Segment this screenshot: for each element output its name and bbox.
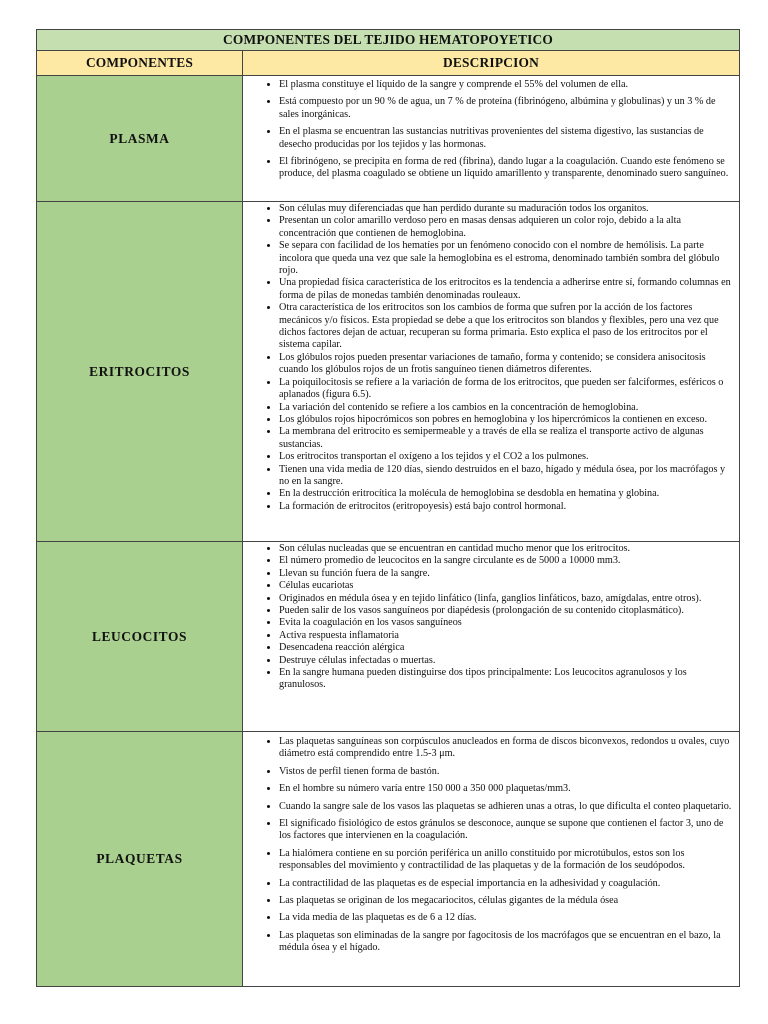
plaquetas-bullet: • Cuando la sangre sale de los vasos las plaquetas se adhieren unas a otras, lo que dificulta el conteo plaquetario.	[279, 801, 733, 813]
plaquetas-bullet: • La contractilidad de las plaquetas es de especial importancia en la adhesividad y coagulación.	[279, 878, 733, 890]
plasma-bullet: • El plasma constituye el líquido de la sangre y comprende el 55% del volumen de ella.	[279, 79, 733, 91]
leucocitos-list	[243, 542, 739, 692]
eritrocitos-description	[243, 202, 740, 542]
eritrocitos-bullet: • La formación de eritrocitos (eritropoyesis) está bajo control hormonal.	[279, 501, 733, 513]
eritrocitos-bullet: • La membrana del eritrocito es semipermeable y a través de ella se realiza el transporte activo de algunas sustancias.	[279, 426, 733, 451]
plaquetas-bullet: • Vistos de perfil tienen forma de bastón.	[279, 766, 733, 778]
plasma-bullet: • El fibrinógeno, se precipita en forma de red (fibrina), dando lugar a la coagulación. Cuando este fenómeno se produce, del plasma coagulado se obtiene un líquido amarillento y transparente, denominado suero sanguíneo.	[279, 156, 733, 181]
leucocitos-bullet: • Células eucariotas	[279, 580, 733, 592]
plaquetas-bullet: • La vida media de las plaquetas es de 6 a 12 días.	[279, 912, 733, 924]
leucocitos-bullet: • En la sangre humana pueden distinguirse dos tipos principalmente: Los leucocitos agranulosos y los granulosos.	[279, 667, 733, 692]
eritrocitos-bullet: • Los eritrocitos transportan el oxígeno a los tejidos y el CO2 a los pulmones.	[279, 451, 733, 463]
plaquetas-bullet: • Las plaquetas sanguíneas son corpúsculos anucleados en forma de discos biconvexos, redondos u ovales, cuyo diámetro está comprendido entre 1.5-3 μm.	[279, 736, 733, 761]
eritrocitos-bullet: • Se separa con facilidad de los hematíes por un fenómeno conocido con el nombre de hemólisis. La parte incolora que queda una vez que sale la hemoglobina es el estroma, denominado también sombra del glóbulo rojo.	[279, 240, 733, 277]
component-name-leucocitos: LEUCOCITOS	[37, 542, 243, 732]
hematopoietic-tissue-table	[36, 29, 740, 987]
header-row	[37, 51, 740, 76]
eritrocitos-bullet: • La variación del contenido se refiere a los cambios en la concentración de hemoglobina.	[279, 402, 733, 414]
eritrocitos-bullet: • Tienen una vida media de 120 días, siendo destruidos en el bazo, hígado y médula ósea, por los macrófagos y no en la sangre.	[279, 464, 733, 489]
eritrocitos-bullet: • En la destrucción eritrocítica la molécula de hemoglobina se desdobla en hematina y globina.	[279, 488, 733, 500]
plasma-row	[37, 76, 740, 202]
component-name-plasma: PLASMA	[37, 76, 243, 202]
leucocitos-bullet: • Activa respuesta inflamatoria	[279, 630, 733, 642]
eritrocitos-bullet: • Los glóbulos rojos pueden presentar variaciones de tamaño, forma y contenido; se considera anisocitosis cuando los glóbulos rojos de un frotis sanguíneo tienen diámetros diferentes.	[279, 352, 733, 377]
eritrocitos-bullet: • Una propiedad física característica de los eritrocitos es la tendencia a adherirse entre sí, formando columnas en forma de pilas de monedas también denominadas rouleaux.	[279, 277, 733, 302]
leucocitos-bullet: • Llevan su función fuera de la sangre.	[279, 568, 733, 580]
eritrocitos-bullet: • La poiquilocitosis se refiere a la variación de forma de los eritrocitos, que pueden ser falciformes, esféricos o aplanados (figura 6.5).	[279, 377, 733, 402]
leucocitos-description	[243, 542, 740, 732]
plaquetas-bullet: • Las plaquetas son eliminadas de la sangre por fagocitosis de los macrófagos que se encuentran en el bazo, la médula ósea y el hígado.	[279, 930, 733, 955]
description-header: DESCRIPCION	[243, 51, 740, 76]
table-title: COMPONENTES DEL TEJIDO HEMATOPOYETICO	[37, 30, 740, 51]
eritrocitos-bullet: • Los glóbulos rojos hipocrómicos son pobres en hemoglobina y los hipercrómicos la contienen en exceso.	[279, 414, 733, 426]
eritrocitos-bullet: • Son células muy diferenciadas que han perdido durante su maduración todos los organitos.	[279, 203, 733, 215]
eritrocitos-bullet: • Presentan un color amarillo verdoso pero en masas densas adquieren un color rojo, debido a la alta concentración que contienen de hemoglobina.	[279, 215, 733, 240]
plaquetas-bullet: • En el hombre su número varía entre 150 000 a 350 000 plaquetas/mm3.	[279, 783, 733, 795]
plasma-list	[243, 76, 739, 181]
title-row	[37, 30, 740, 51]
plaquetas-list	[243, 732, 739, 955]
eritrocitos-row	[37, 202, 740, 542]
leucocitos-bullet: • Evita la coagulación en los vasos sanguíneos	[279, 617, 733, 629]
leucocitos-bullet: • Destruye células infectadas o muertas.	[279, 655, 733, 667]
components-header: COMPONENTES	[37, 51, 243, 76]
leucocitos-bullet: • Originados en médula ósea y en tejido linfático (linfa, ganglios linfáticos, bazo, amígdalas, entre otros).	[279, 593, 733, 605]
leucocitos-bullet: • Desencadena reacción alérgica	[279, 642, 733, 654]
component-name-plaquetas: PLAQUETAS	[37, 732, 243, 987]
plaquetas-row	[37, 732, 740, 987]
plasma-description	[243, 76, 740, 202]
component-name-eritrocitos: ERITROCITOS	[37, 202, 243, 542]
plaquetas-bullet: • El significado fisiológico de estos gránulos se desconoce, aunque se supone que contienen el factor 3, uno de los factores que intervienen en la coagulación.	[279, 818, 733, 843]
plasma-bullet: • En el plasma se encuentran las sustancias nutritivas provenientes del sistema digestivo, las sustancias de desecho producidas por los tejidos y las hormonas.	[279, 126, 733, 151]
plaquetas-description	[243, 732, 740, 987]
eritrocitos-list	[243, 202, 739, 513]
plasma-bullet: • Está compuesto por un 90 % de agua, un 7 % de proteína (fibrinógeno, albúmina y globulinas) y un 3 % de sales inorgánicas.	[279, 96, 733, 121]
leucocitos-row	[37, 542, 740, 732]
plaquetas-bullet: • Las plaquetas se originan de los megacariocitos, células gigantes de la médula ósea	[279, 895, 733, 907]
leucocitos-bullet: • Pueden salir de los vasos sanguíneos por diapédesis (prolongación de su contenido citoplasmático).	[279, 605, 733, 617]
leucocitos-bullet: • Son células nucleadas que se encuentran en cantidad mucho menor que los eritrocitos.	[279, 543, 733, 555]
leucocitos-bullet: • El número promedio de leucocitos en la sangre circulante es de 5000 a 10000 mm3.	[279, 555, 733, 567]
plaquetas-bullet: • La hialómera contiene en su porción periférica un anillo constituido por microtúbulos, estos son los responsables del movimiento y contractilidad de las plaquetas y de la formación de los seudópodos.	[279, 848, 733, 873]
eritrocitos-bullet: • Otra característica de los eritrocitos son los cambios de forma que sufren por la acción de los factores mecánicos y/o físicos. Esta propiedad se debe a que los eritrocitos son blandos y flexibles, pero una vez que dichos factores dejan de actuar, recuperan su forma primaria. Esto explica el paso de los eritrocitos por el sistema capilar.	[279, 302, 733, 352]
